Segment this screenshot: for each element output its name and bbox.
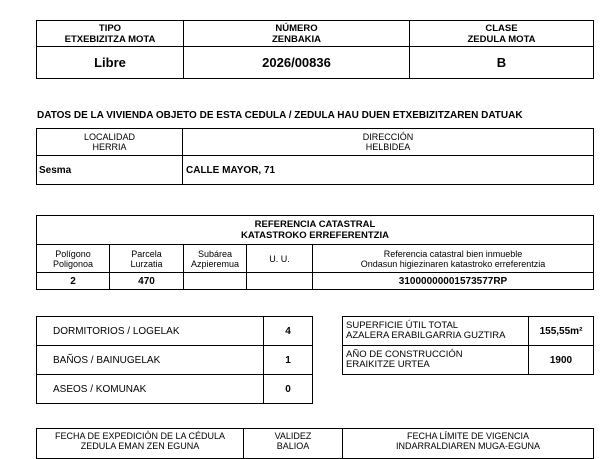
localidad-value: Sesma [37, 156, 183, 185]
numero-header [184, 21, 410, 47]
dormitorios-value: 4 [264, 317, 313, 346]
localidad-header [37, 129, 183, 156]
direccion-label: DIRECCIÓN [362, 132, 414, 142]
localidad-label-eu: HERRIA [92, 142, 127, 152]
validez-label: VALIDEZ [274, 431, 312, 441]
clase-value: B [410, 47, 594, 79]
ano-label: AÑO DE CONSTRUCCIÓN [346, 349, 463, 360]
tipo-label: TIPO [98, 23, 122, 34]
ref-value: 31000000001573577RP [313, 273, 594, 290]
footer-table [36, 428, 594, 459]
catastro-table [36, 215, 594, 290]
poligono-header [37, 245, 110, 273]
catastro-title [37, 216, 594, 245]
numero-label-eu: ZENBAKIA [271, 34, 322, 45]
validez-header [244, 429, 343, 459]
expedicion-header [37, 429, 244, 459]
superficie-label-eu: AZALERA ERABILGARRIA GUZTIRA [346, 330, 506, 341]
parcela-value: 470 [110, 273, 184, 290]
surface-table [342, 316, 594, 375]
ano-label-eu: ERAIKITZE URTEA [346, 359, 430, 370]
poligono-label: Polígono [55, 248, 91, 259]
clase-label: CLASE [485, 23, 518, 34]
banos-value: 1 [264, 346, 313, 375]
tipo-label-eu: ETXEBIZITZA MOTA [64, 34, 156, 45]
expedicion-label: FECHA DE EXPEDICIÓN DE LA CÉDULA [54, 431, 226, 441]
ref-header [313, 245, 594, 273]
limite-label-eu: INDARRALDIAREN MUGA-EGUNA [395, 441, 541, 451]
parcela-header [110, 245, 184, 273]
ref-label: Referencia catastral bien inmueble [383, 248, 523, 259]
direccion-header [183, 129, 594, 156]
subarea-label-eu: Azpieremua [190, 258, 240, 269]
catastro-title-eu: KATASTROKO ERREFERENTZIA [241, 229, 389, 241]
rooms-table [36, 316, 313, 404]
catastro-title-es: REFERENCIA CATASTRAL [254, 218, 376, 230]
poligono-value: 2 [37, 273, 110, 290]
dormitorios-label: DORMITORIOS / LOGELAK [37, 317, 264, 346]
localidad-label: LOCALIDAD [83, 132, 136, 142]
direccion-label-eu: HELBIDEA [365, 142, 411, 152]
uu-value [247, 273, 313, 290]
aseos-label: ASEOS / KOMUNAK [37, 375, 264, 404]
parcela-label-eu: Lurzatia [130, 258, 163, 269]
banos-label: BAÑOS / BAINUGELAK [37, 346, 264, 375]
validez-label-eu: BALIOA [276, 441, 310, 451]
ref-label-eu: Ondasun higiezinaren katastroko erreferentzia [360, 258, 546, 269]
superficie-header [343, 317, 529, 346]
uu-header: U. U. [247, 245, 313, 273]
subarea-label: Subárea [197, 248, 233, 259]
location-table [36, 128, 594, 185]
clase-label-eu: ZEDULA MOTA [467, 34, 536, 45]
superficie-label: SUPERFICIE ÚTIL TOTAL [346, 320, 459, 331]
ano-header [343, 346, 529, 375]
tipo-header [37, 21, 184, 47]
numero-value: 2026/00836 [184, 47, 410, 79]
numero-label: NÚMERO [275, 23, 318, 34]
direccion-value: CALLE MAYOR, 71 [183, 156, 594, 185]
parcela-label: Parcela [131, 248, 162, 259]
header-table [36, 20, 594, 79]
expedicion-label-eu: ZEDULA EMAN ZEN EGUNA [80, 441, 200, 451]
subarea-value [184, 273, 247, 290]
limite-header [343, 429, 594, 459]
superficie-value: 155,55m² [529, 317, 594, 346]
tipo-value: Libre [37, 47, 184, 79]
limite-label: FECHA LÍMITE DE VIGENCIA [406, 431, 530, 441]
aseos-value: 0 [264, 375, 313, 404]
subarea-header [184, 245, 247, 273]
ano-value: 1900 [529, 346, 594, 375]
poligono-label-eu: Poligonoa [52, 258, 94, 269]
section-title: DATOS DE LA VIVIENDA OBJETO DE ESTA CEDULA / ZEDULA HAU DUEN ETXEBIZITZAREN DATUAK [37, 110, 523, 121]
clase-header [410, 21, 594, 47]
